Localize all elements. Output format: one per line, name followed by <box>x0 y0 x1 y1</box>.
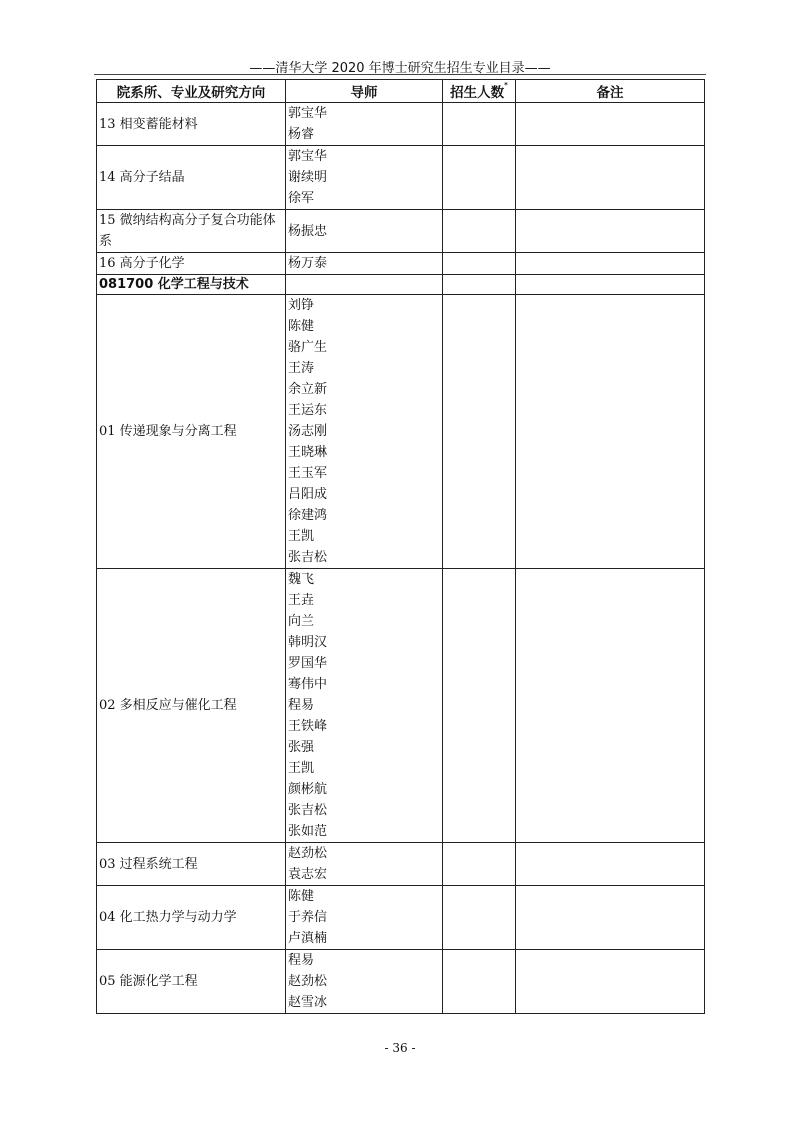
research-direction-cell: 05 能源化学工程 <box>97 950 286 1014</box>
table-row <box>97 950 705 1014</box>
header-rule <box>94 74 706 75</box>
enrollment-cell <box>443 295 516 569</box>
advisor-name: 赵劲松 <box>288 974 328 989</box>
page-header-title: ——清华大学 2020 年博士研究生招生专业目录—— <box>249 61 551 76</box>
research-direction-cell: 16 高分子化学 <box>97 253 286 275</box>
advisor-name: 魏飞 <box>288 572 315 587</box>
table-row <box>97 103 705 146</box>
advisor-cell <box>286 210 443 253</box>
enrollment-cell <box>443 146 516 210</box>
advisor-cell <box>286 950 443 1014</box>
remarks-cell <box>516 843 705 886</box>
advisor-name: 赵劲松 <box>288 846 328 861</box>
advisor-name: 王玉军 <box>288 466 328 481</box>
advisor-name: 陈健 <box>288 319 315 334</box>
advisor-name: 杨振忠 <box>288 223 328 239</box>
enrollment-cell <box>443 210 516 253</box>
advisor-name: 徐建鸿 <box>288 508 328 523</box>
table-row <box>97 843 705 886</box>
advisor-cell <box>286 275 443 295</box>
advisor-name: 罗国华 <box>288 656 328 671</box>
advisor-cell <box>286 253 443 275</box>
advisor-name: 王铁峰 <box>288 719 328 734</box>
advisor-name: 王晓琳 <box>288 445 328 460</box>
advisor-name: 向兰 <box>288 614 315 629</box>
table-row <box>97 295 705 569</box>
page-number: - 36 - <box>384 1041 416 1055</box>
advisor-cell <box>286 146 443 210</box>
advisor-name: 卢滇楠 <box>288 931 328 946</box>
advisor-name: 郭宝华 <box>288 106 328 121</box>
advisor-name: 骆广生 <box>288 340 328 355</box>
table-body <box>97 103 705 1014</box>
advisor-name: 吕阳成 <box>288 487 328 502</box>
advisor-name: 王运东 <box>288 403 328 418</box>
advisor-cell <box>286 886 443 950</box>
advisor-name: 张强 <box>288 740 315 755</box>
column-header-remarks: 备注 <box>516 80 705 103</box>
advisor-cell <box>286 295 443 569</box>
remarks-cell <box>516 275 705 295</box>
remarks-cell <box>516 295 705 569</box>
advisor-name: 王凯 <box>288 529 315 544</box>
advisor-name: 程易 <box>288 698 315 713</box>
advisor-name: 王凯 <box>288 761 315 776</box>
table-header-row <box>97 80 705 103</box>
remarks-cell <box>516 103 705 146</box>
enrollment-cell <box>443 103 516 146</box>
table-row <box>97 569 705 843</box>
advisor-cell <box>286 843 443 886</box>
enrollment-cell <box>443 253 516 275</box>
advisor-name: 余立新 <box>288 382 328 397</box>
advisor-name: 程易 <box>288 953 315 968</box>
enrollment-cell <box>443 950 516 1014</box>
table-row <box>97 210 705 253</box>
remarks-cell <box>516 210 705 253</box>
table-row <box>97 146 705 210</box>
advisor-name: 王垚 <box>288 593 315 608</box>
major-code-label: 081700 化学工程与技术 <box>97 275 286 295</box>
remarks-cell <box>516 253 705 275</box>
research-direction-cell: 03 过程系统工程 <box>97 843 286 886</box>
advisor-name: 杨睿 <box>288 127 315 142</box>
research-direction-cell: 15 微纳结构高分子复合功能体系 <box>97 210 286 253</box>
enrollment-label: 招生人数 <box>450 85 505 101</box>
remarks-cell <box>516 146 705 210</box>
advisor-cell <box>286 103 443 146</box>
enrollment-cell <box>443 275 516 295</box>
research-direction-cell: 14 高分子结晶 <box>97 146 286 210</box>
admissions-catalog-table <box>96 79 705 1014</box>
table-row <box>97 253 705 275</box>
advisor-name: 骞伟中 <box>288 677 328 692</box>
research-direction-cell: 13 相变蓄能材料 <box>97 103 286 146</box>
advisor-name: 于养信 <box>288 910 328 925</box>
advisor-name: 袁志宏 <box>288 867 328 882</box>
advisor-name: 陈健 <box>288 889 315 904</box>
remarks-cell <box>516 569 705 843</box>
advisor-name: 张吉松 <box>288 550 328 565</box>
column-header-direction: 院系所、专业及研究方向 <box>97 80 286 103</box>
advisor-name: 赵雪冰 <box>288 995 328 1010</box>
column-header-advisor: 导师 <box>286 80 443 103</box>
advisor-name: 刘铮 <box>288 298 315 313</box>
advisor-name: 张如范 <box>288 824 328 839</box>
advisor-name: 谢续明 <box>288 170 328 185</box>
enrollment-footnote-mark: * <box>504 81 508 89</box>
advisor-name: 杨万泰 <box>288 256 328 271</box>
advisor-name: 郭宝华 <box>288 149 328 164</box>
advisor-name: 张吉松 <box>288 803 328 818</box>
remarks-cell <box>516 886 705 950</box>
research-direction-cell: 01 传递现象与分离工程 <box>97 295 286 569</box>
advisor-cell <box>286 569 443 843</box>
enrollment-cell <box>443 886 516 950</box>
research-direction-cell: 04 化工热力学与动力学 <box>97 886 286 950</box>
research-direction-cell: 02 多相反应与催化工程 <box>97 569 286 843</box>
advisor-name: 颜彬航 <box>288 782 328 797</box>
table-row <box>97 886 705 950</box>
advisor-name: 韩明汉 <box>288 635 328 650</box>
advisor-name: 汤志刚 <box>288 424 328 439</box>
enrollment-cell <box>443 843 516 886</box>
remarks-cell <box>516 950 705 1014</box>
column-header-enrollment <box>443 80 516 103</box>
major-row <box>97 275 705 295</box>
advisor-name: 徐军 <box>288 191 315 206</box>
advisor-name: 王涛 <box>288 361 315 376</box>
enrollment-cell <box>443 569 516 843</box>
